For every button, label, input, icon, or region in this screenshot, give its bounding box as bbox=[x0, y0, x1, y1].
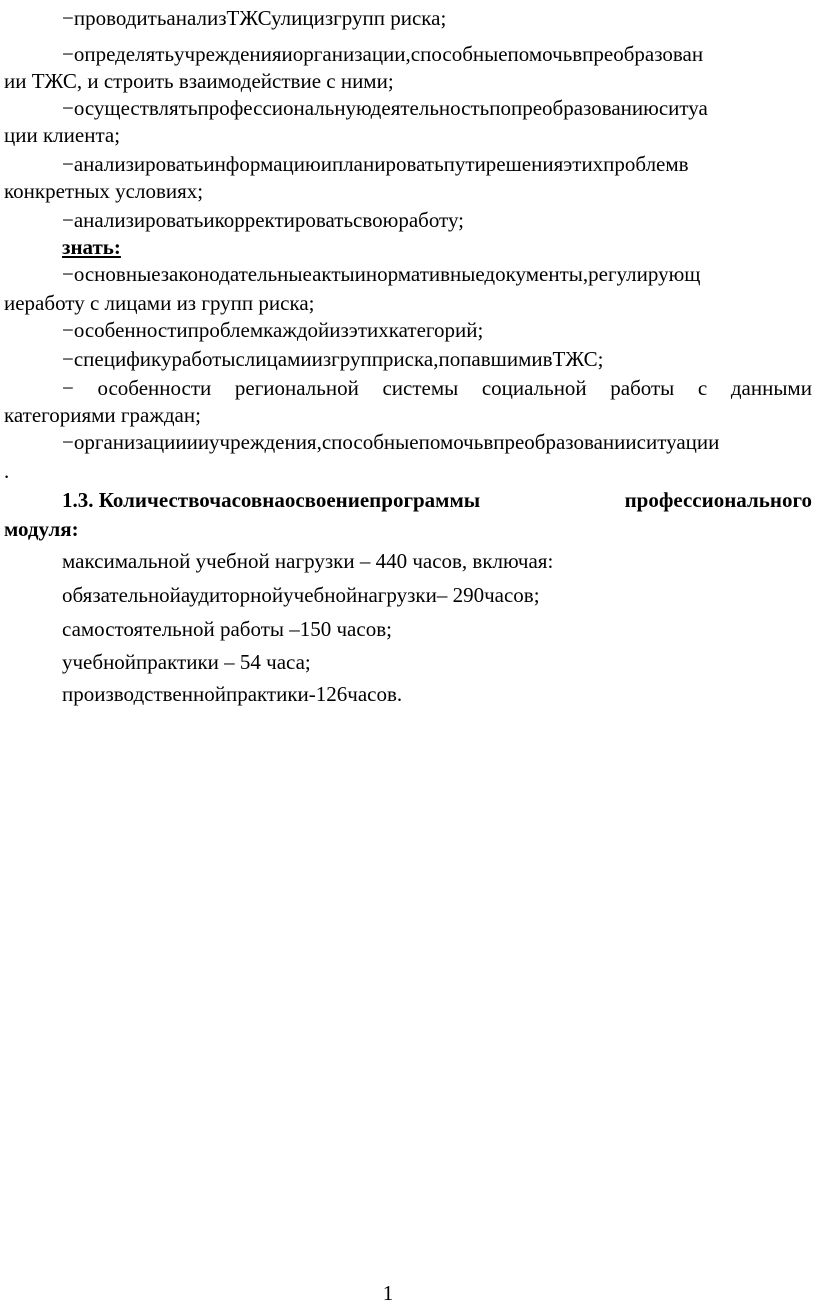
knowledge-heading: знать: bbox=[62, 235, 121, 259]
word: региональной bbox=[234, 376, 359, 400]
knowledge-line-4-cont: категориями граждан; bbox=[4, 403, 201, 427]
word: особенности bbox=[97, 376, 212, 400]
skill-line-5: −анализироватьикорректироватьсвоюработу; bbox=[62, 208, 465, 232]
hours-production-practice: производственнойпрактики-126часов. bbox=[62, 682, 403, 706]
skill-line-2: −определятьучрежденияиорганизации,способныепомочьвпреобразован bbox=[62, 42, 704, 66]
knowledge-line-5: −организацииииучреждения,способныепомочьвпреобразованииситуации bbox=[62, 430, 720, 454]
knowledge-line-4 bbox=[62, 378, 812, 399]
section-heading-part-1: 1.3. Количествочасовнаосвоениепрограммы bbox=[62, 488, 481, 512]
word: социальной bbox=[481, 376, 587, 400]
hours-independent: самостоятельной работы –150 часов; bbox=[62, 617, 392, 641]
skill-line-3: −осуществлятьпрофессиональнуюдеятельностьпопреобразованиюситуа bbox=[62, 96, 708, 120]
skill-line-2-cont: ии ТЖС, и строить взаимодействие с ними; bbox=[4, 69, 394, 93]
word: с bbox=[697, 376, 708, 400]
skill-line-4: −анализироватьинформациюипланироватьпутирешенияэтихпроблемв bbox=[62, 152, 689, 176]
section-heading-cont: модуля: bbox=[4, 517, 79, 541]
hours-training-practice: учебнойпрактики – 54 часа; bbox=[62, 650, 311, 674]
word: системы bbox=[382, 376, 459, 400]
knowledge-line-5-cont: . bbox=[4, 459, 10, 483]
knowledge-line-3: −спецификуработыслицамиизгрупприска,попавшимивТЖС; bbox=[62, 347, 604, 371]
word: − bbox=[62, 376, 74, 400]
skill-line-4-cont: конкретных условиях; bbox=[4, 179, 204, 203]
skill-line-1: −проводитьанализТЖСулицизгрупп риска; bbox=[62, 6, 447, 30]
section-heading-part-2: профессионального bbox=[624, 488, 812, 512]
page-number: 1 bbox=[382, 1281, 394, 1305]
knowledge-line-1: −основныезаконодательныеактыинормативныедокументы,регулирующ bbox=[62, 262, 701, 286]
hours-total: максимальной учебной нагрузки – 440 часов, включая: bbox=[62, 549, 554, 573]
knowledge-line-2: −особенностипроблемкаждойизэтихкатегорий; bbox=[62, 318, 484, 342]
hours-classroom: обязательнойаудиторнойучебнойнагрузки– 290часов; bbox=[62, 583, 540, 607]
knowledge-line-1-cont: иеработу с лицами из групп риска; bbox=[4, 291, 315, 315]
section-heading bbox=[62, 490, 812, 511]
word: работы bbox=[610, 376, 675, 400]
skill-line-3-cont: ции клиента; bbox=[4, 123, 121, 147]
word: данными bbox=[730, 376, 812, 400]
